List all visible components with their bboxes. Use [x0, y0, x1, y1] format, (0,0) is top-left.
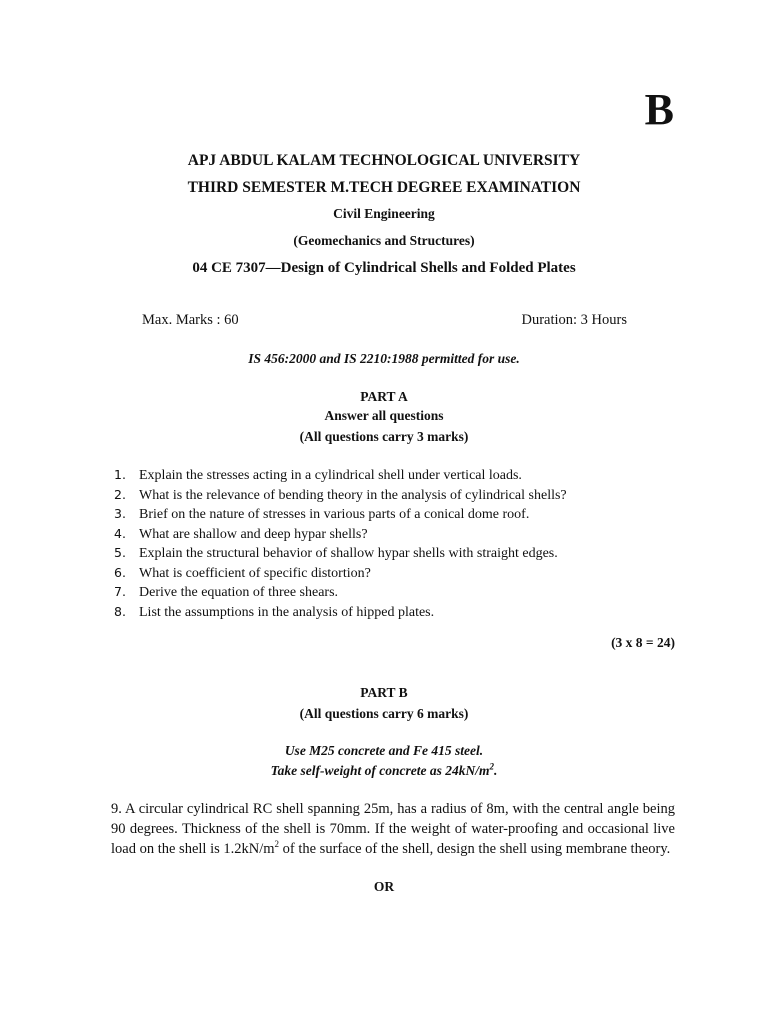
question-number: 5. [114, 545, 126, 560]
university-name: APJ ABDUL KALAM TECHNOLOGICAL UNIVERSITY [187, 152, 581, 169]
branch-name: Civil Engineering [333, 206, 435, 221]
question-number: 7. [114, 584, 126, 599]
question-9-text: 9. A circular cylindrical RC shell spanning 25m, has a radius of 8m, with the central angle being 90 degrees. Thickness of the shell is 70mm. If the weight of water-proofing and occasional live load on the shell is 1.2kN/m [111, 801, 675, 857]
question-text: Brief on the nature of stresses in various parts of a conical dome roof. [139, 507, 530, 522]
part-b-title: PART B [360, 685, 408, 700]
question-number: 8. [114, 603, 126, 619]
question-text: Explain the stresses acting in a cylindrical shell under vertical loads. [139, 468, 522, 483]
question-item [114, 485, 567, 505]
part-a-total-marks: (3 x 8 = 24) [611, 635, 675, 650]
question-text: List the assumptions in the analysis of hipped plates. [139, 604, 435, 620]
or-separator: OR [373, 879, 395, 894]
self-weight-note [0, 763, 768, 779]
question-number: 1. [114, 467, 126, 482]
duration: Duration: 3 Hours [521, 312, 627, 328]
materials-note: Use M25 concrete and Fe 415 steel. [284, 743, 484, 758]
question-text: Explain the structural behavior of shallow hypar shells with straight edges. [139, 546, 558, 561]
question-item [114, 465, 567, 485]
question-9-text-end: of the surface of the shell, design the shell using membrane theory. [279, 841, 671, 857]
question-text: What is the relevance of bending theory in the analysis of cylindrical shells? [139, 487, 567, 503]
superscript: 2 [489, 761, 494, 772]
stream-name: (Geomechanics and Structures) [293, 233, 475, 248]
superscript: 2 [274, 839, 280, 850]
part-a-title: PART A [360, 389, 408, 404]
max-marks: Max. Marks : 60 [142, 312, 239, 328]
question-text: What is coefficient of specific distortion? [139, 565, 371, 581]
question-item [114, 563, 567, 583]
question-number: 3. [114, 506, 126, 521]
question-number: 4. [114, 525, 126, 541]
part-a-instruction: Answer all questions [324, 408, 444, 423]
self-weight-note-end: . [493, 763, 498, 778]
self-weight-note-text: Take self-weight of concrete as 24kN/m [270, 763, 490, 778]
part-a-marks-note: (All questions carry 3 marks) [299, 429, 469, 444]
question-number: 6. [114, 564, 126, 580]
codes-permitted-note: IS 456:2000 and IS 2210:1988 permitted for use. [248, 351, 520, 366]
question-number: 2. [114, 486, 126, 502]
question-text: Derive the equation of three shears. [139, 585, 339, 600]
question-item [114, 543, 567, 563]
question-item [114, 582, 567, 602]
part-b-marks-note: (All questions carry 6 marks) [299, 706, 469, 721]
part-a-question-list [114, 465, 567, 621]
question-item [114, 602, 567, 622]
question-item [114, 504, 567, 524]
course-title: 04 CE 7307—Design of Cylindrical Shells and Folded Plates [192, 260, 576, 276]
question-set-letter: B [644, 85, 674, 134]
question-9 [111, 799, 675, 859]
question-item [114, 524, 567, 544]
exam-title: THIRD SEMESTER M.TECH DEGREE EXAMINATION [187, 179, 581, 196]
question-text: What are shallow and deep hypar shells? [139, 526, 368, 542]
